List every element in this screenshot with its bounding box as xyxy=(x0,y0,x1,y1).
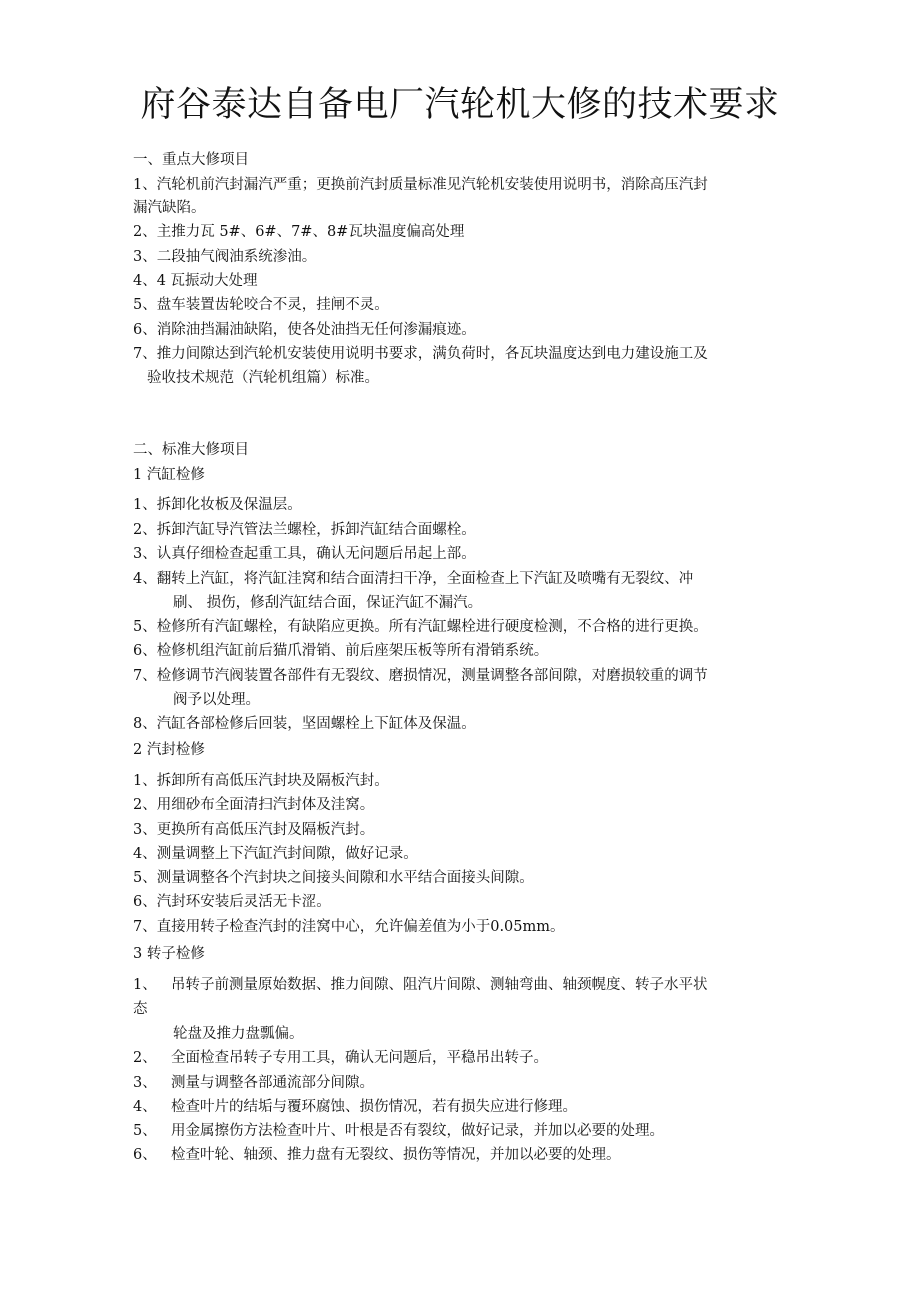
list-item: 2、用细砂布全面清扫汽封体及洼窝。 xyxy=(133,797,375,813)
list-item: 2、主推力瓦 5#、6#、7#、8#瓦块温度偏高处理 xyxy=(133,224,465,240)
section-heading: 二、标准大修项目 xyxy=(133,442,249,458)
list-number: 3、 xyxy=(133,1075,157,1091)
list-number: 2、 xyxy=(133,1050,157,1066)
numbered-list-item xyxy=(133,1048,548,1068)
list-item: 4、测量调整上下汽缸汽封间隙，做好记录。 xyxy=(133,846,418,862)
subsection-heading: 1 汽缸检修 xyxy=(133,467,205,483)
list-item: 5、测量调整各个汽封块之间接头间隙和水平结合面接头间隙。 xyxy=(133,870,534,886)
list-item: 1、拆卸化妆板及保温层。 xyxy=(133,497,302,513)
list-item-continuation: 刷、 损伤，修刮汽缸结合面，保证汽缸不漏汽。 xyxy=(173,595,483,611)
list-item: 6、消除油挡漏油缺陷，使各处油挡无任何渗漏痕迹。 xyxy=(133,322,476,338)
list-item: 1、拆卸所有高低压汽封块及隔板汽封。 xyxy=(133,773,389,789)
numbered-list-item xyxy=(133,1121,664,1141)
list-item: 3、更换所有高低压汽封及隔板汽封。 xyxy=(133,822,375,838)
list-text: 态 xyxy=(133,1001,148,1017)
list-item: 8、汽缸各部检修后回装，坚固螺栓上下缸体及保温。 xyxy=(133,716,476,732)
list-text: 测量与调整各部通流部分间隙。 xyxy=(171,1075,374,1091)
subsection-heading: 3 转子检修 xyxy=(133,946,205,962)
numbered-list-item xyxy=(133,1073,374,1093)
list-number: 1、 xyxy=(133,977,157,993)
list-item: 5、检修所有汽缸螺栓，有缺陷应更换。所有汽缸螺栓进行硬度检测，不合格的进行更换。 xyxy=(133,619,708,635)
list-item: 1、汽轮机前汽封漏汽严重；更换前汽封质量标准见汽轮机安装使用说明书，消除高压汽封 xyxy=(133,177,708,193)
list-text: 检查叶片的结垢与覆环腐蚀、损伤情况，若有损失应进行修理。 xyxy=(171,1099,577,1115)
list-item-continuation xyxy=(133,999,148,1019)
list-number: 4、 xyxy=(133,1099,157,1115)
list-item: 3、认真仔细检查起重工具，确认无问题后吊起上部。 xyxy=(133,546,476,562)
list-item-continuation: 阀予以处理。 xyxy=(173,692,260,708)
document-title: 府谷泰达自备电厂汽轮机大修的技术要求 xyxy=(140,85,780,125)
list-number: 5、 xyxy=(133,1123,157,1139)
numbered-list-item xyxy=(133,1097,577,1117)
list-item: 3、二段抽气阀油系统渗油。 xyxy=(133,249,317,265)
list-item: 4、4 瓦振动大处理 xyxy=(133,273,258,289)
list-item: 6、检修机组汽缸前后猫爪滑销、前后座架压板等所有滑销系统。 xyxy=(133,643,549,659)
list-item: 2、拆卸汽缸导汽管法兰螺栓，拆卸汽缸结合面螺栓。 xyxy=(133,522,476,538)
list-item: 4、翻转上汽缸，将汽缸洼窝和结合面清扫干净，全面检查上下汽缸及喷嘴有无裂纹、冲 xyxy=(133,571,694,587)
list-item: 7、检修调节汽阀装置各部件有无裂纹、磨损情况，测量调整各部间隙，对磨损较重的调节 xyxy=(133,668,708,684)
list-item: 7、推力间隙达到汽轮机安装使用说明书要求，满负荷时，各瓦块温度达到电力建设施工及 xyxy=(133,346,708,362)
list-text: 用金属擦伤方法检查叶片、叶根是否有裂纹，做好记录，并加以必要的处理。 xyxy=(171,1123,664,1139)
list-text: 全面检查吊转子专用工具，确认无问题后，平稳吊出转子。 xyxy=(171,1050,548,1066)
list-item-continuation: 漏汽缺陷。 xyxy=(133,200,206,216)
subsection-heading: 2 汽封检修 xyxy=(133,742,205,758)
list-text: 轮盘及推力盘瓢偏。 xyxy=(173,1026,304,1042)
list-item-continuation xyxy=(173,1024,304,1044)
list-item: 7、直接用转子检查汽封的洼窝中心，允许偏差值为小于0.05mm。 xyxy=(133,919,565,935)
list-item: 5、盘车装置齿轮咬合不灵，挂闸不灵。 xyxy=(133,297,389,313)
list-item-continuation: 验收技术规范（汽轮机组篇）标准。 xyxy=(147,370,379,386)
list-text: 吊转子前测量原始数据、推力间隙、阻汽片间隙、测轴弯曲、轴颈幌度、转子水平状 xyxy=(171,977,708,993)
section-heading: 一、重点大修项目 xyxy=(133,152,249,168)
list-item: 6、汽封环安装后灵活无卡涩。 xyxy=(133,894,331,910)
numbered-list-item xyxy=(133,975,708,995)
list-number: 6、 xyxy=(133,1147,157,1163)
list-text: 检查叶轮、轴颈、推力盘有无裂纹、损伤等情况，并加以必要的处理。 xyxy=(171,1147,621,1163)
numbered-list-item xyxy=(133,1145,621,1165)
